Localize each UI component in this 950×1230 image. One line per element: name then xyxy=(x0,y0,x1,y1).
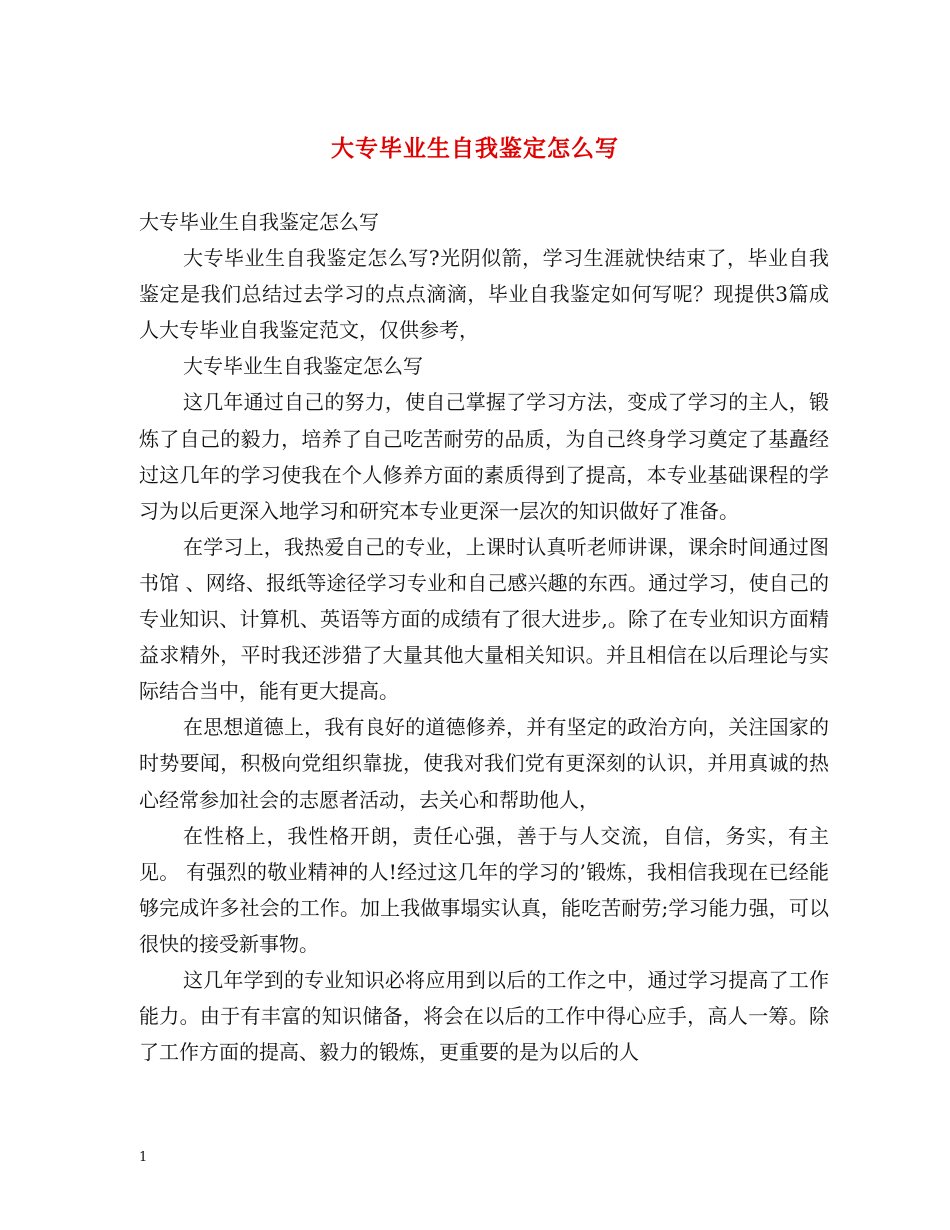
body-paragraph: 在思想道德上，我有良好的道德修养，并有坚定的政治方向，关注国家的时势要闻，积极向党组织靠拢，使我对我们党有更深刻的认识，并用真诚的热心经常参加社会的志愿者活动，去关心和帮助他人， xyxy=(139,715,829,812)
body-paragraph: 这几年学到的专业知识必将应用到以后的工作之中，通过学习提高了工作能力。由于有丰富的知识储备，将会在以后的工作中得心应手，高人一筹。除了工作方面的提高、毅力的锻炼，更重要的是为以后的人 xyxy=(139,967,829,1065)
document-body xyxy=(139,204,829,1070)
body-paragraph: 在性格上，我性格开朗，责任心强，善于与人交流，自信，务实，有主见。 有强烈的敬业精神的人!经过这几年的学习的’锻炼，我相信我现在已经能够完成许多社会的工作。加上我做事塌实认真，能吃苦耐劳;学习能力强，可以很快的接受新事物。 xyxy=(139,823,829,956)
subtitle-paragraph: 大专毕业生自我鉴定怎么写 xyxy=(139,210,379,234)
body-paragraph: 这几年通过自己的努力，使自己掌握了学习方法，变成了学习的主人，锻炼了自己的毅力，培养了自己吃苦耐劳的品质，为自己终身学习奠定了基矗经过这几年的学习使我在个人修养方面的素质得到了提高，本专业基础课程的学习为以后更深入地学习和研究本专业更深一层次的知识做好了准备。 xyxy=(139,390,829,523)
intro-paragraph: 大专毕业生自我鉴定怎么写?光阴似箭，学习生涯就快结束了，毕业自我鉴定是我们总结过去学习的点点滴滴，毕业自我鉴定如何写呢？现提供3篇成人大专毕业自我鉴定范文，仅供参考， xyxy=(139,246,829,343)
page-number: 1 xyxy=(139,1150,148,1165)
document-title: 大专毕业生自我鉴定怎么写 xyxy=(331,135,619,162)
body-paragraph: 在学习上，我热爱自己的专业，上课时认真听老师讲课，课余时间通过图书馆 、网络、报纸等途径学习专业和自己感兴趣的东西。通过学习，使自己的专业知识、计算机、英语等方面的成绩有了很大进步,。除了在专业知识方面精益求精外，平时我还涉猎了大量其他大量相关知识。并且相信在以后理论与实际结合当中，能有更大提高。 xyxy=(139,534,829,704)
section-heading-paragraph: 大专毕业生自我鉴定怎么写 xyxy=(183,354,423,379)
